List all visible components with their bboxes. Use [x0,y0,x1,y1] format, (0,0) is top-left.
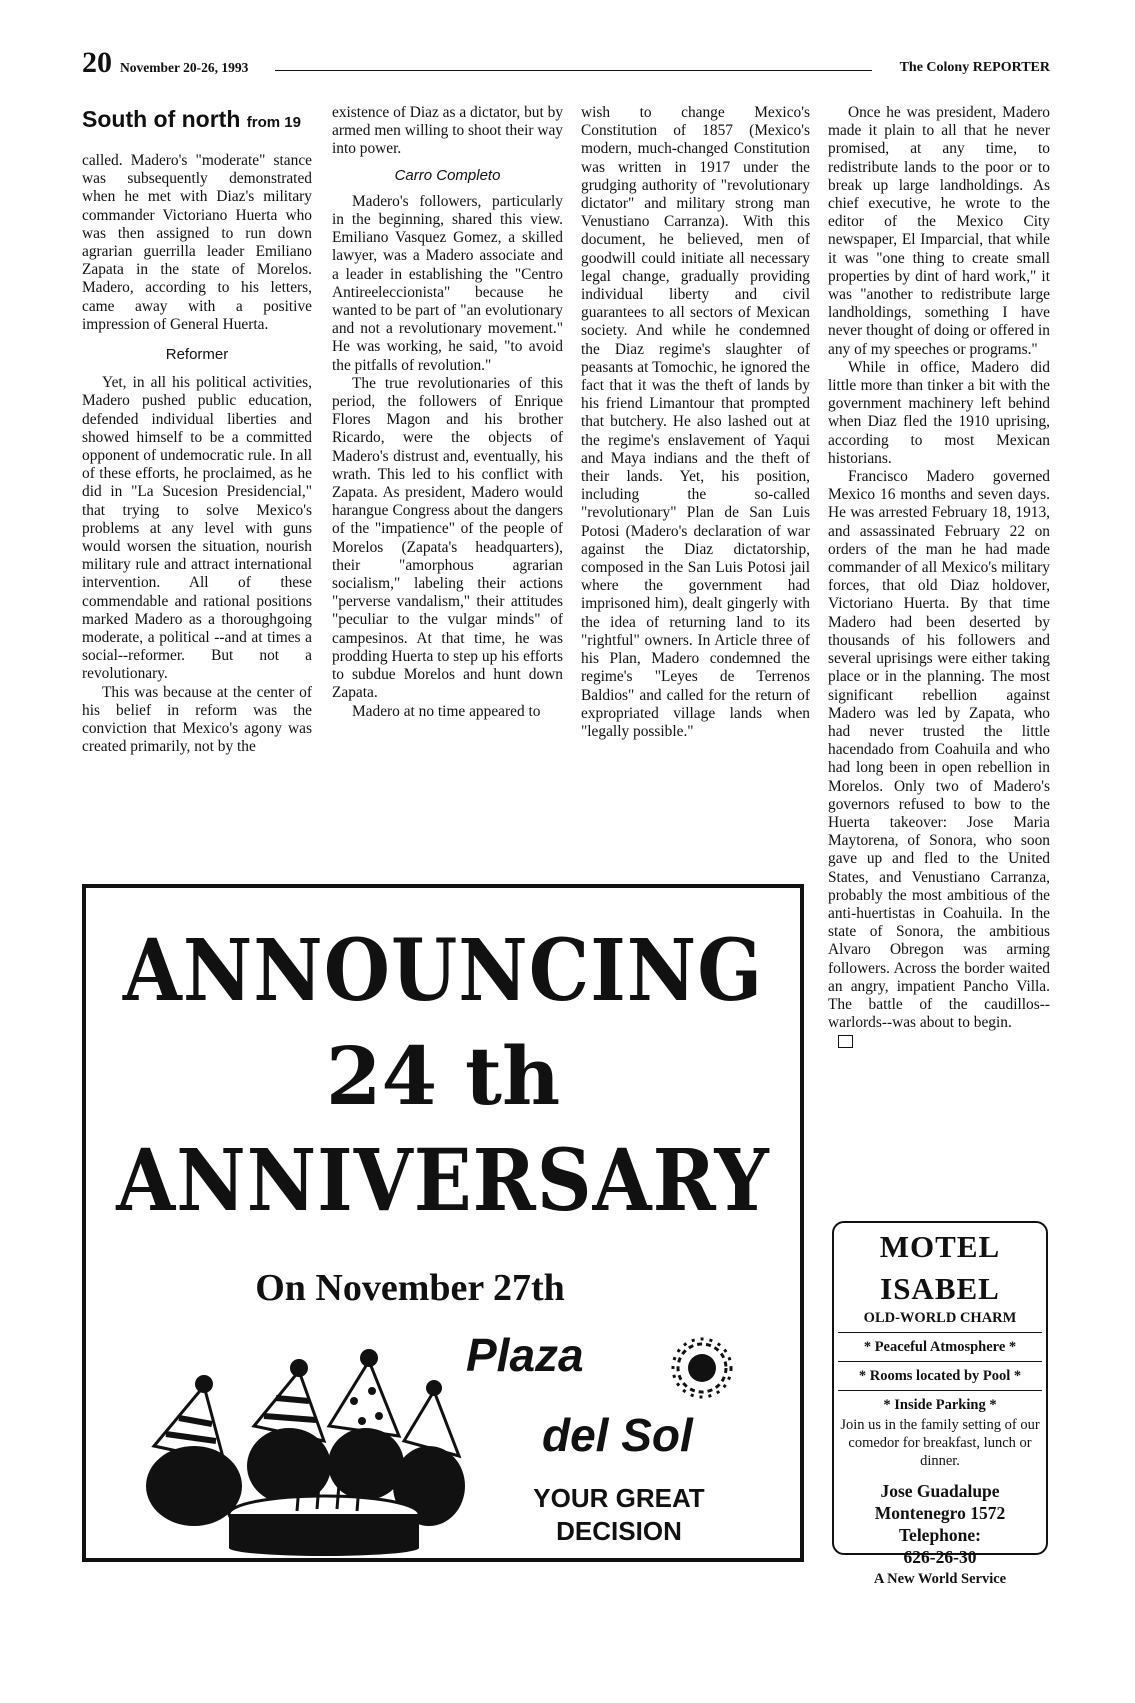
motel-address-2: Montenegro 1572 [874,1503,1006,1523]
tagline-line-1: YOUR GREAT [533,1483,705,1513]
paragraph: existence of Diaz as a dictator, but by armed men willing to shoot their way into power. [332,104,564,158]
subhead-carro-completo: Carro Completo [394,166,501,184]
motel-name-2: ISABEL [880,1271,1000,1306]
paragraph: Francisco Madero governed Mexico 16 months and seven days. He was arrested February 18, 1913, and assassinated February 22 on orders of the man he had made commander of all Mexico's military forces, that old Diaz holdover, Victoriano Huerta. By that time Madero had been deserted by thousands of his followers and several uprisings were either taking place or in the planning. The most significant rebellion against Madero was led by Zapata, who had never trusted the little hacendado from Coahuila and who had long been in open rebellion in Morelos. Only two of Madero's governors refused to bow to the Huerta takeover: Jose Maria Maytorena, of Sonora, who soon gave up and fled to the United States, and Venustiano Carranza, probably the most ambitious of the anti-huertistas in Coahuila. In the state of Sonora, the ambitious Alvaro Obregon was arming followers. Across the border waited an angry, impatient Pancho Villa. The battle of the caudillos--warlords--was about to begin. [828,468,1050,1032]
ad-anniversary: ANNIVERSARY [116,1130,770,1231]
end-mark-icon [838,1035,853,1048]
paragraph: This was because at the center of his belief in reform was the conviction that Mexico's agony was created primarily, not by the [82,683,312,756]
issue-date: November 20-26, 1993 [120,60,249,75]
page-header [82,46,1050,86]
tagline-line-2: DECISION [556,1516,682,1546]
paragraph: Yet, in all his political activities, Madero pushed public education, defended individual liberties and showed himself to be a committed opponent of undemocratic rule. In all of these efforts, he proclaimed, as he did in "La Sucesion Presidencial," that trying to solve Mexico's problems at any level with guns would worsen the situation, nourish military rule and attract international intervention. All of these commendable and rational positions marked Madero as a thoroughgoing moderate, a political --and at times a social--reformer. But not a revolutionary. [82,374,312,683]
divider [838,1390,1042,1391]
article-headline [82,104,312,138]
page-number: 20 [82,46,112,79]
plaza-del-sol-ad [82,884,804,1562]
divider [838,1332,1042,1333]
motel-invite: Join us in the family setting of our comedor for breakfast, lunch or dinner. [840,1417,1040,1469]
article-column-2 [332,104,563,721]
motel-address-1: Jose Guadalupe [880,1481,1000,1501]
publication-name: The Colony REPORTER [899,60,1050,75]
paragraph: wish to change Mexico's Constitution of 1857 (Mexico's modern, much-changed Constitution was written in 1917 under the grudging authority of "revolutionary dictator" and military strong man Venustiano Carranza). With this document, he believed, men of goodwill could initiate all necessary legal change, gradually providing individual liberty and civil guarantees to all sectors of Mexican society. And while he condemned the Diaz regime's slaughter of peasants at Tomochic, he ignored the fact that it was the theft of lands by his friend Limantour that prompted that butchery. He also lashed out at the regime's enslavement of Yaqui and Maya indians and the theft of their lands. Yet, his position, including the so-called "revolutionary" Plan de San Luis Potosi (Madero's declaration of war against the Diaz dictatorship, composed in the San Luis Potosi jail where the government had imprisoned him), dealt gingerly with the idea of returning land to its "rightful" owners. In Article three of his Plan, Madero condemned the regime's "Leyes de Terrenos Baldios" and called for the return of expropriated village lands when "legally possible." [581,104,810,740]
motel-feature: * Inside Parking * [883,1397,997,1413]
motel-feature: * Rooms located by Pool * [858,1368,1022,1384]
ad-brand-plaza: Plaza [466,1329,584,1381]
jump-line: from 19 [246,114,301,131]
subhead-reformer: Reformer [165,346,229,364]
divider [838,1361,1042,1362]
paragraph: called. Madero's "moderate" stance was subsequently demonstrated when he met with Diaz's military commander Victoriano Huerta who was then assigned to run down agrarian guerrilla leader Emiliano Zapata in the state of Morelos. Madero, according to his letters, came away with a positive impression of General Huerta. [82,152,312,333]
motel-phone-label: Telephone: [898,1525,981,1545]
motel-name-1: MOTEL [879,1229,1001,1264]
ad-date: On November 27th [255,1267,565,1309]
headline-text: South of north [82,106,241,132]
party-cake-illustration-icon [104,1346,474,1556]
paragraph: Madero at no time appeared to [352,702,541,720]
sun-logo-icon [670,1336,734,1400]
ad-announcing: ANNOUNCING [122,920,764,1021]
paragraph: While in office, Madero did little more than tinker a bit with the government machinery left behind when Diaz fled the 1910 uprising, according to most Mexican historians. [828,358,1050,467]
motel-isabel-ad [832,1221,1048,1587]
motel-phone: 626-26-30 [903,1547,977,1567]
motel-slogan: OLD-WORLD CHARM [863,1310,1017,1326]
header-rule [275,70,872,71]
article-column-1 [82,104,312,757]
paragraph: The true revolutionaries of this period, the followers of Enrique Flores Magon and his brother Ricardo, were the objects of Madero's distrust and, eventually, his wrath. This led to his conflict with Zapata. As president, Madero would harangue Congress about the dangers of the "impatience" of the people of Morelos (Zapata's headquarters), their "amorphous agrarian socialism," labeling their actions "perverse vandalism," their attitudes "peculiar to the vulgar minds" of campesinos. At that time, he was prodding Huerta to step up his efforts to subdue Morelos and hunt down Zapata. [332,374,563,702]
paragraph: Once he was president, Madero made it plain to all that he never promised, at any time, to redistribute lands to the poor or to break up large landholdings. As chief executive, he wrote to the editor of the Mexico City newspaper, El Imparcial, that while it was "one thing to create small properties by dint of hard work," it was "another to redistribute large landholdings, something I have never thought of doing or offered in any of my speeches or programs." [828,104,1050,358]
ad-24th: 24 th [325,1029,561,1123]
ad-tagline [506,1482,732,1548]
ad-brand-del-sol: del Sol [542,1409,693,1461]
article-column-4 [828,104,1050,1051]
article-column-3 [581,104,810,741]
motel-feature: * Peaceful Atmosphere * [863,1339,1017,1355]
motel-footer: A New World Service [873,1571,1007,1587]
paragraph: Madero's followers, particularly in the beginning, shared this view. Emiliano Vasquez Gomez, a skilled lawyer, was a Madero associate and a leader in establishing the "Centro Antireeleccionista" because he wanted to be part of "an evolutionary and not a revolutionary movement." He was working, he said, "to avoid the pitfalls of revolution." [332,192,563,374]
